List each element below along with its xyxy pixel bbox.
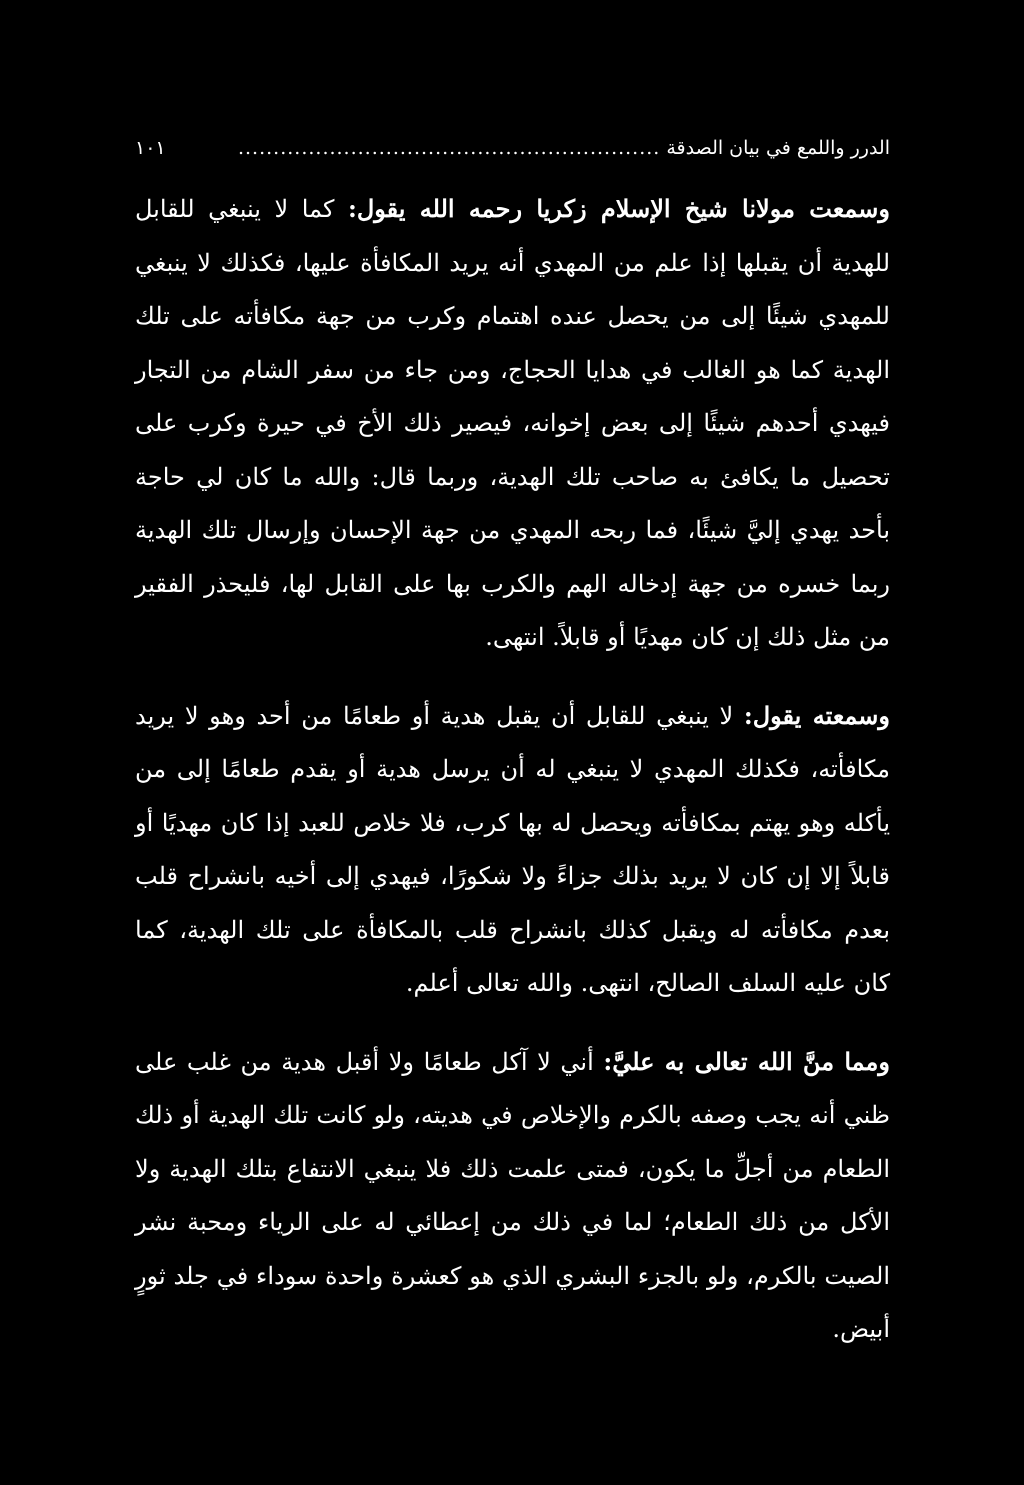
paragraph-2-text: لا ينبغي للقابل أن يقبل هدية أو طعامًا من أحد وهو لا يريد مكافأته، فكذلك المهدي لا ينبغي له أن يرسل هدية أو يقدم طعامًا إلى من يأكله وهو يهتم بمكافأته ويحصل له بها كرب، فلا خلاص للعبد إذا كان مهديًا أو قابلاً إلا إن كان لا يريد بذلك جزاءً ولا شكورًا، فيهدي إلى أخيه بانشراح قلب بعدم مكافأته له ويقبل كذلك بانشراح قلب بالمكافأة على تلك الهدية، كما كان عليه السلف الصالح، انتهى. والله تعالى أعلم. bbox=[135, 701, 890, 997]
running-head-leader-dots: ............................................................ bbox=[237, 137, 661, 159]
book-page bbox=[135, 128, 890, 1381]
running-head-title: الدرر واللمع في بيان الصدقة bbox=[666, 137, 890, 159]
paragraph-1 bbox=[135, 182, 890, 665]
paragraph-3 bbox=[135, 1035, 890, 1357]
page-number: ١٠١ bbox=[135, 137, 166, 159]
paragraph-1-lead: وسمعت مولانا شيخ الإسلام زكريا رحمه الله يقول: bbox=[347, 194, 890, 223]
running-head bbox=[135, 128, 890, 168]
paragraph-1-text: كما لا ينبغي للقابل للهدية أن يقبلها إذا علم من المهدي أنه يريد المكافأة عليها، فكذلك لا ينبغي للمهدي شيئًا إلى من يحصل عنده اهتمام وكرب من جهة مكافأته على تلك الهدية كما هو الغالب في هدايا الحجاج، ومن جاء من سفر الشام من التجار فيهدي أحدهم شيئًا إلى بعض إخوانه، فيصير ذلك الأخ في حيرة وكرب على تحصيل ما يكافئ به صاحب تلك الهدية، وربما قال: والله ما كان لي حاجة بأحد يهدي إليَّ شيئًا، فما ربحه المهدي من جهة الإحسان وإرسال تلك الهدية ربما خسره من جهة إدخاله الهم والكرب بها على القابل لها، فليحذر الفقير من مثل ذلك إن كان مهديًا أو قابلاً. انتهى. bbox=[135, 195, 890, 651]
paragraph-2-lead: وسمعته يقول: bbox=[743, 700, 890, 730]
paragraph-3-text: أني لا آكل طعامًا ولا أقبل هدية من غلب على ظني أنه يجب وصفه بالكرم والإخلاص في هديته، ولو كانت تلك الهدية أو ذلك الطعام من أجلِّ ما يكون، فمتى علمت ذلك فلا ينبغي الانتفاع بتلك الهدية ولا الأكل من ذلك الطعام؛ لما في ذلك من إعطائي له على الرياء ومحبة نشر الصيت بالكرم، ولو بالجزء البشري الذي هو كعشرة واحدة سوداء في جلد ثورٍ أبيض. bbox=[135, 1047, 891, 1343]
paragraph-3-lead: ومما منَّ الله تعالى به عليَّ: bbox=[603, 1046, 890, 1076]
paragraph-2 bbox=[135, 689, 890, 1011]
